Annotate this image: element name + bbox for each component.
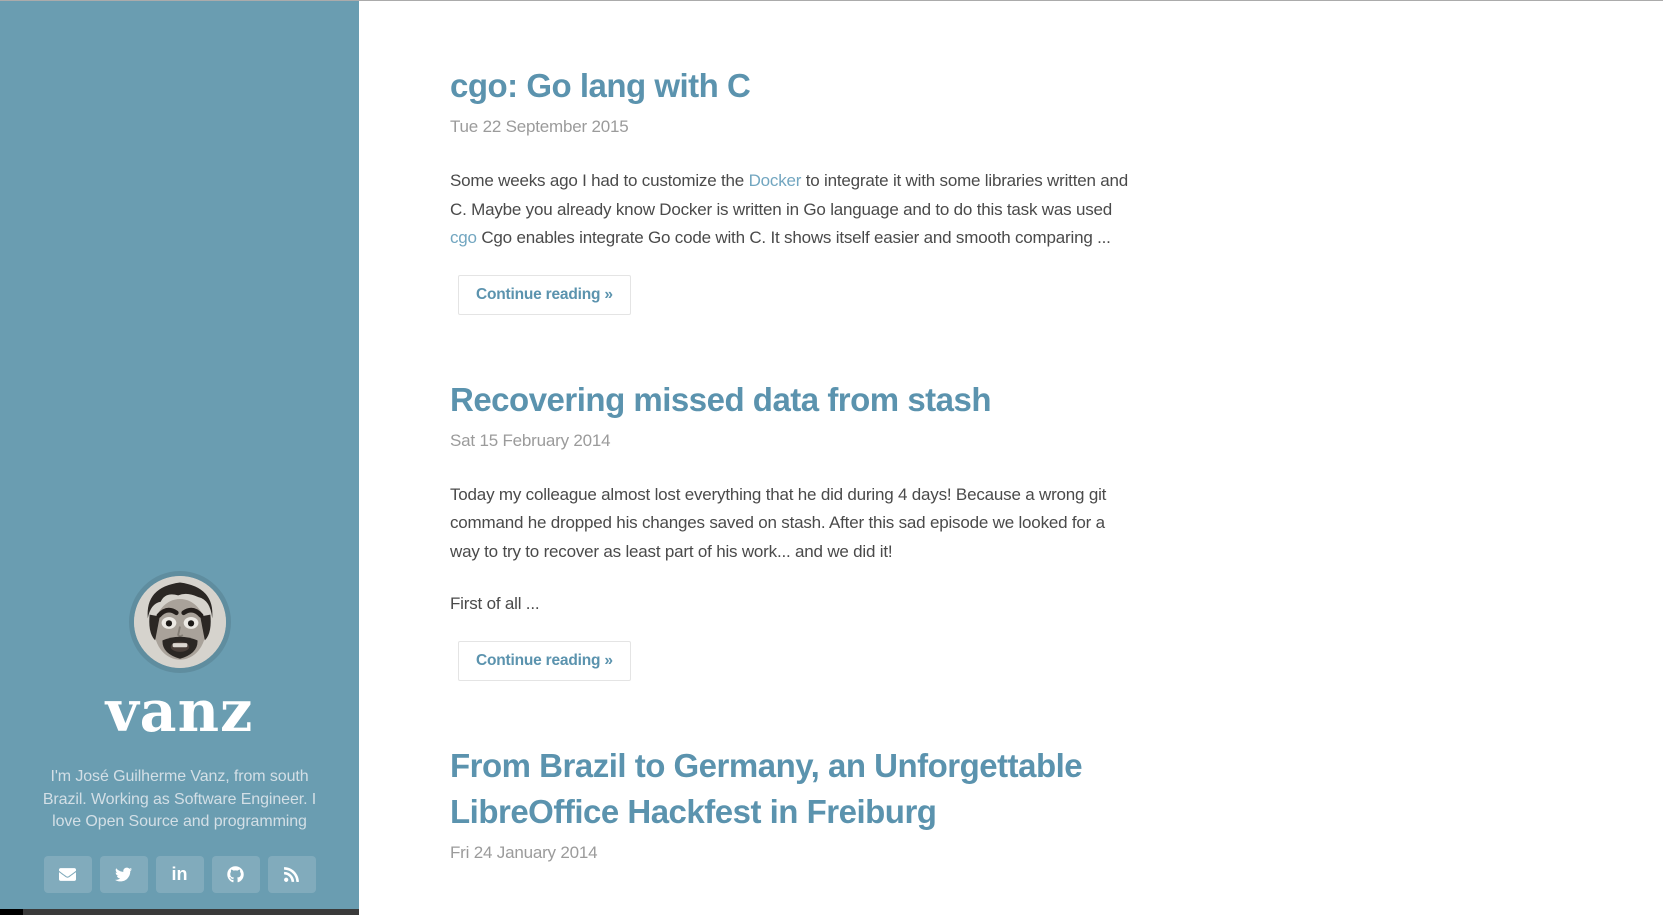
bottom-strip [0, 909, 359, 915]
post-body [450, 167, 1135, 253]
social-email-button[interactable] [44, 856, 92, 893]
post [450, 377, 1135, 681]
post-date: Tue 22 September 2015 [450, 117, 629, 136]
post-list [359, 1, 1139, 863]
text-segment: to integrate it with some libraries written and C. Maybe you already know Docker is written in Go language and to do this task was used [450, 171, 1129, 219]
post-body [450, 481, 1135, 619]
text-segment: Some weeks ago I had to customize the [450, 171, 749, 190]
social-rss-button[interactable] [268, 856, 316, 893]
avatar [134, 576, 226, 668]
text-segment: First of all ... [450, 594, 540, 613]
post-date: Sat 15 February 2014 [450, 430, 611, 450]
inline-link[interactable]: Docker [748, 171, 802, 190]
social-twitter-button[interactable] [100, 856, 148, 893]
rss-icon [283, 866, 300, 883]
twitter-icon [115, 866, 132, 883]
social-github-button[interactable] [212, 856, 260, 893]
author-bio: I'm José Guilherme Vanz, from south Brazil. Working as Software Engineer. I love Open Source and programming [42, 768, 317, 830]
post-paragraph [450, 481, 1135, 567]
sidebar [0, 1, 359, 915]
avatar-photo [134, 576, 226, 668]
post-date: Fri 24 January 2014 [450, 842, 598, 862]
github-icon [227, 866, 244, 883]
post-title[interactable]: From Brazil to Germany, an Unforgettable LibreOffice Hackfest in Freiburg [450, 746, 1083, 830]
post-title[interactable]: Recovering missed data from stash [450, 380, 992, 418]
post-paragraph [450, 167, 1135, 253]
post [450, 63, 1135, 315]
linkedin-icon: in [171, 864, 188, 884]
envelope-icon [59, 866, 76, 883]
bottom-strip-segment [0, 909, 23, 915]
site-title[interactable]: vanz [105, 678, 254, 745]
inline-link[interactable]: cgo [450, 228, 477, 247]
continue-reading-button[interactable]: Continue reading » [458, 641, 631, 681]
text-segment: Cgo enables integrate Go code with C. It shows itself easier and smooth comparing ... [476, 228, 1111, 247]
social-linkedin-button[interactable] [156, 856, 204, 893]
text-segment: Today my colleague almost lost everything that he did during 4 days! Because a wrong git command he dropped his changes saved on stash. After this sad episode we looked for a way to try to recover as least part of his work... and we did it! [450, 484, 1107, 561]
post [450, 743, 1135, 863]
main-content [359, 1, 1663, 915]
continue-reading-button[interactable]: Continue reading » [458, 275, 631, 315]
post-paragraph [450, 590, 1135, 619]
sidebar-profile [0, 576, 359, 893]
social-nav [0, 856, 359, 893]
post-title[interactable]: cgo: Go lang with C [450, 67, 751, 104]
